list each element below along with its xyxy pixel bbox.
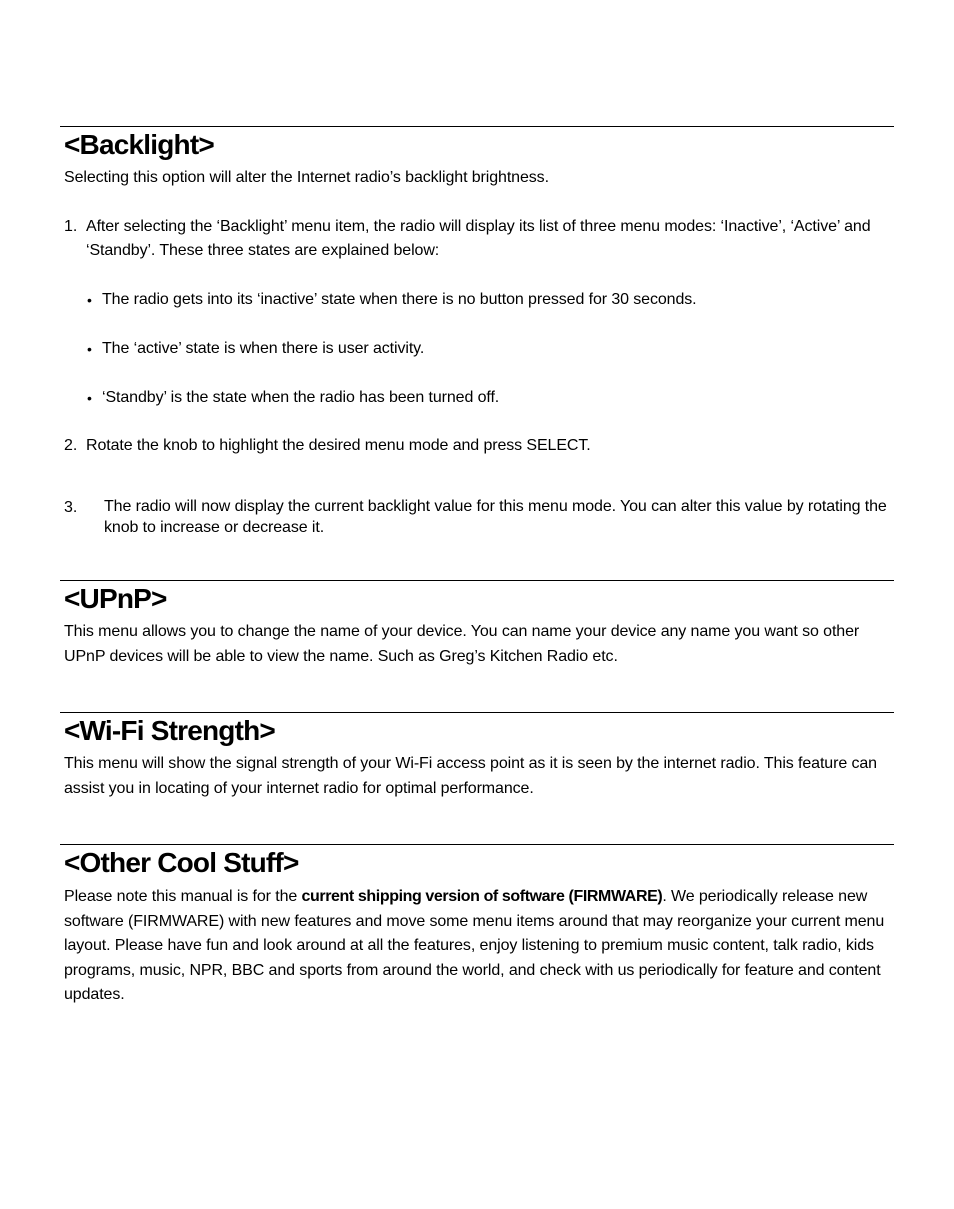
section-divider bbox=[60, 712, 894, 713]
backlight-intro: Selecting this option will alter the Internet radio’s backlight brightness. bbox=[64, 169, 549, 186]
step-text: Rotate the knob to highlight the desired menu mode and press SELECT. bbox=[86, 437, 591, 454]
section-divider bbox=[60, 844, 894, 845]
bullet-text: The radio gets into its ‘inactive’ state when there is no button pressed for 30 seconds. bbox=[102, 291, 697, 308]
other-text-end: . We periodically release new software (FIRMWARE) with new features and move some menu items around that may reorganize your current menu layout. Please have fun and look around at all the features, enjoy listening to premium music content, talk radio, kids programs, music, NPR, BBC and sports from around the world, and check with us periodically for feature and content updates. bbox=[64, 888, 885, 1003]
step-number: 2. bbox=[64, 437, 78, 454]
other-heading: <Other Cool Stuff> bbox=[64, 847, 299, 878]
bullet-symbol: • bbox=[87, 390, 92, 406]
step-number: 1. bbox=[64, 218, 78, 235]
bullet-symbol: • bbox=[87, 292, 92, 308]
other-description bbox=[64, 885, 894, 1008]
step-text: The radio will now display the current backlight value for this menu mode. You can alter this value by rotating the knob to increase or decrease it. bbox=[104, 498, 887, 536]
upnp-heading: <UPnP> bbox=[64, 583, 167, 614]
backlight-heading: <Backlight> bbox=[64, 129, 214, 160]
section-divider bbox=[60, 126, 894, 127]
bullet-text: The ‘active’ state is when there is user activity. bbox=[102, 340, 425, 357]
upnp-description: This menu allows you to change the name of your device. You can name your device any name you want so other UPnP devices will be able to view the name. Such as Greg’s Kitchen Radio etc. bbox=[64, 623, 860, 665]
step-text: After selecting the ‘Backlight’ menu item, the radio will display its list of three menu modes: ‘Inactive’, ‘Active’ and ‘Standby’. These three states are explained below: bbox=[86, 218, 871, 259]
wifi-heading: <Wi-Fi Strength> bbox=[64, 715, 275, 746]
other-text-start: Please note this manual is for the bbox=[64, 888, 302, 905]
bullet-symbol: • bbox=[87, 341, 92, 357]
wifi-description: This menu will show the signal strength of your Wi-Fi access point as it is seen by the internet radio. This feature can assist you in locating of your internet radio for optimal performance. bbox=[64, 755, 877, 797]
step-number: 3. bbox=[64, 499, 78, 516]
firmware-emphasis: current shipping version of software (FIRMWARE) bbox=[301, 888, 663, 905]
section-divider bbox=[60, 580, 894, 581]
bullet-text: ‘Standby’ is the state when the radio has been turned off. bbox=[102, 389, 500, 406]
